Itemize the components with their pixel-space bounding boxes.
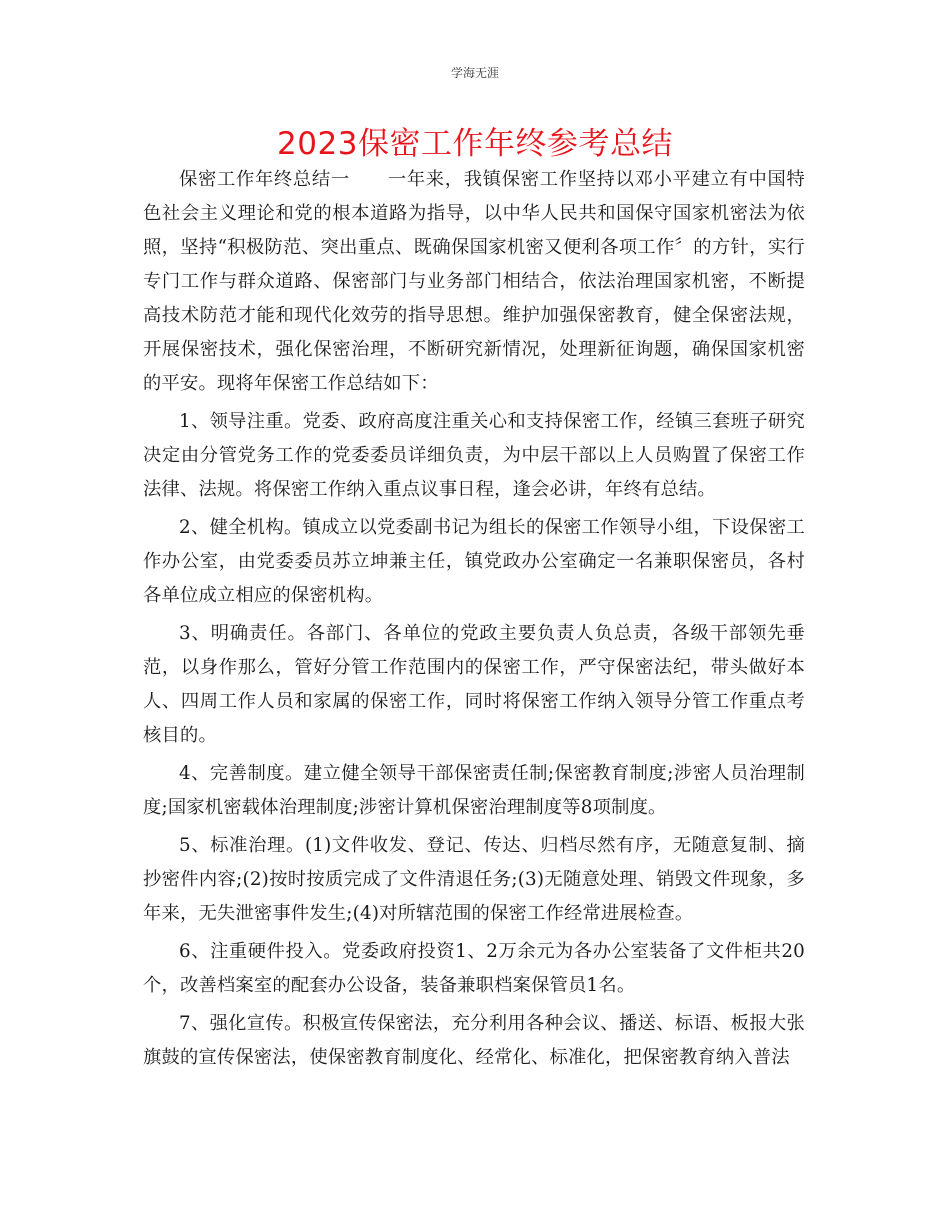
paragraph-1-leadership: 1、领导注重。党委、政府高度注重关心和支持保密工作，经镇三套班子研究决定由分管党务工作的党委委员详细负责，为中层干部以上人员购置了保密工作法律、法规。将保密工作纳入重点议事日程，逢会必讲，年终有总结。 — [143, 411, 805, 500]
paragraph-2-organization: 2、健全机构。镇成立以党委副书记为组长的保密工作领导小组，下设保密工作办公室，由党委委员苏立坤兼主任，镇党政办公室确定一名兼职保密员，各村各单位成立相应的保密机构。 — [143, 517, 805, 606]
paragraph-7-publicity: 7、强化宣传。积极宣传保密法，充分利用各种会议、播送、标语、板报大张旗鼓的宣传保密法，使保密教育制度化、经常化、标准化，把保密教育纳入普法 — [143, 1013, 805, 1068]
document-title: 2023保密工作年终参考总结 — [277, 126, 673, 162]
document-body — [143, 163, 805, 1075]
paragraph-5-management: 5、标准治理。(1)文件收发、登记、传达、归档尽然有序，无随意复制、摘抄密件内容;(2)按时按质完成了文件清退任务;(3)无随意处理、销毁文件现象，多年来，无失泄密事件发生;(4)对所辖范围的保密工作经常进展检查。 — [143, 835, 805, 924]
header-watermark-text: 学海无涯 — [450, 66, 499, 80]
paragraph-6-hardware: 6、注重硬件投入。党委政府投资1、2万余元为各办公室装备了文件柜共20个，改善档案室的配套办公设备，装备兼职档案保管员1名。 — [143, 941, 805, 996]
paragraph-4-system: 4、完善制度。建立健全领导干部保密责任制;保密教育制度;涉密人员治理制度;国家机密载体治理制度;涉密计算机保密治理制度等8项制度。 — [143, 763, 805, 818]
paragraph-3-responsibility: 3、明确责任。各部门、各单位的党政主要负责人负总责，各级干部领先垂范，以身作那么，管好分管工作范围内的保密工作，严守保密法纪，带头做好本人、四周工作人员和家属的保密工作，同时将保密工作纳入领导分管工作重点考核目的。 — [143, 623, 805, 746]
paragraph-intro: 保密工作年终总结一 一年来，我镇保密工作坚持以邓小平建立有中国特色社会主义理论和党的根本道路为指导，以中华人民共和国保守国家机密法为依照，坚持“积极防范、突出重点、既确保国家机密又便利各项工作〞的方针，实行专门工作与群众道路、保密部门与业务部门相结合，依法治理国家机密，不断提高技术防范才能和现代化效劳的指导思想。维护加强保密教育，健全保密法规，开展保密技术，强化保密治理，不断研究新情况，处理新征询题，确保国家机密的平安。现将年保密工作总结如下： — [143, 169, 805, 394]
